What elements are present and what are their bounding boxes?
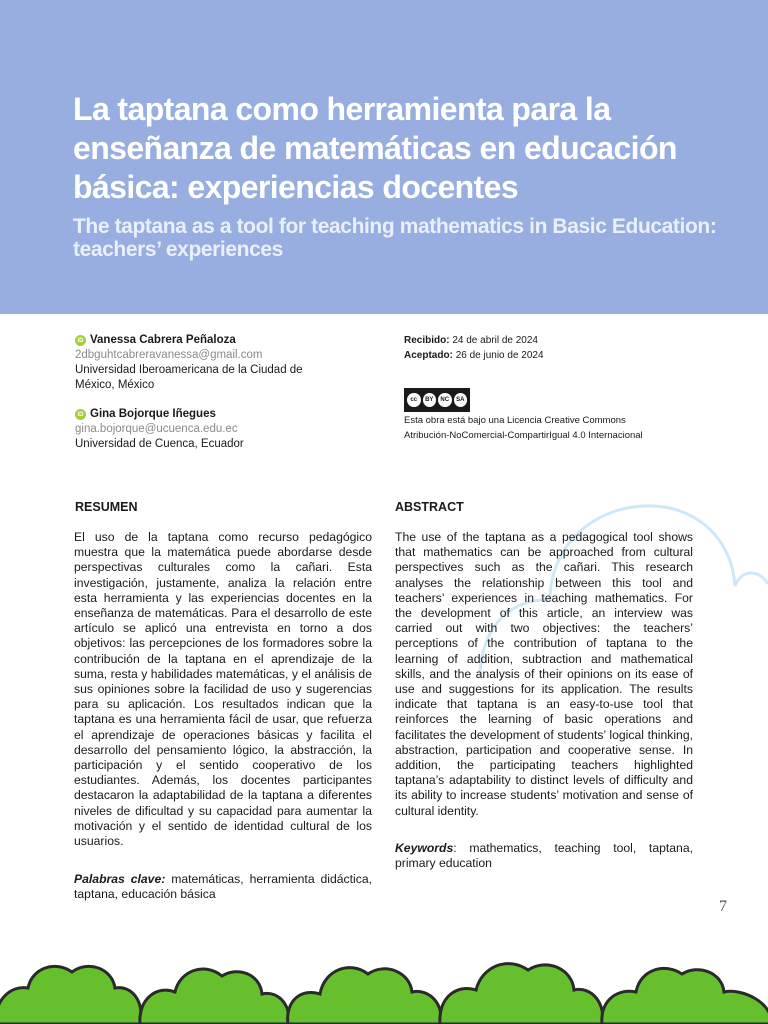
received-date: 24 de abril de 2024 <box>452 335 538 346</box>
keywords-label: Keywords <box>395 841 454 855</box>
by-icon: BY <box>423 393 437 407</box>
cc-icon: cc <box>407 393 421 407</box>
abstract-heading: ABSTRACT <box>395 500 464 514</box>
author-1 <box>75 333 325 393</box>
abstract-body: The use of the taptana as a pedagogical tool shows that mathematics can be approached from cultural perspectives such as the cañari. This research analyses the relationship between this tool and teachers’ experiences in teaching mathematics. For the development of this article, an interview was carried out with two objectives: the teachers’ perceptions of the contribution of taptana to the learning of addition, subtraction and mathematical skills, and the analysis of their opinions on its ease of use and suggestions for its application. The results indicate that taptana is an easy-to-use tool that reinforces the learning of basic operations and facilitates the development of students’ logical thinking, abstraction, participation and cooperative sense. In addition, the participating teachers highlighted taptana’s adaptability to distinct levels of difficulty and its ability to increase students’ motivation and sense of cultural identity. <box>395 530 693 818</box>
license-line-2: Atribución-NoComercial-CompartirIgual 4.0 Internacional <box>404 430 643 441</box>
author-name: Gina Bojorque Iñegues <box>90 408 216 420</box>
resumen-keywords <box>74 872 372 902</box>
license-line-1: Esta obra está bajo una Licencia Creative Commons <box>404 415 626 426</box>
orcid-icon[interactable]: iD <box>75 409 86 420</box>
received-label: Recibido: <box>404 335 450 346</box>
sa-icon: SA <box>454 393 468 407</box>
title-spanish: La taptana como herramienta para la enseñanza de matemáticas en educación básica: experiencias docentes <box>73 91 677 205</box>
page-number: 7 <box>719 898 727 915</box>
orcid-icon[interactable]: iD <box>75 335 86 346</box>
keywords-list: : mathematics, teaching tool, taptana, primary education <box>395 841 693 871</box>
decorative-trees <box>0 930 768 1024</box>
author-affiliation: Universidad Iberoamericana de la Ciudad de México, México <box>75 364 303 391</box>
keywords-label: Palabras clave: <box>74 872 166 886</box>
abstract-keywords <box>395 841 693 871</box>
creative-commons-badge[interactable] <box>404 388 470 412</box>
author-2 <box>75 407 325 452</box>
title-english: The taptana as a tool for teaching mathematics in Basic Education: teachers’ experiences <box>73 215 717 261</box>
publication-dates <box>404 333 544 363</box>
resumen-body: El uso de la taptana como recurso pedagógico muestra que la matemática puede abordarse desde perspectivas culturales como la cañari. Esta investigación, justamente, analiza la relación entre esta herramienta y las experiencias docentes en la enseñanza de matemáticas. Para el desarrollo de este artículo se aplicó una entrevista en torno a dos objetivos: las percepciones de los formadores sobre la contribución de la taptana en el aprendizaje de la suma, resta y habilidades matemáticas, y el análisis de sus opiniones sobre la facilidad de uso y sugerencias para su aplicación. Los resultados indican que la taptana es una herramienta fácil de usar, que refuerza el aprendizaje de operaciones básicas y facilita el desarrollo del pensamiento lógico, la abstracción, la participación y el sentido cooperativo de los estudiantes. Además, los docentes participantes destacaron la adaptabilidad de la taptana a diferentes niveles de dificultad y su capacidad para aumentar la motivación y el sentido de identidad cultural de los usuarios. <box>74 530 372 849</box>
title-banner <box>0 0 768 314</box>
author-email[interactable]: 2dbguhtcabreravanessa@gmail.com <box>75 349 263 361</box>
nc-icon: NC <box>438 393 452 407</box>
accepted-label: Aceptado: <box>404 350 453 361</box>
resumen-heading: RESUMEN <box>75 500 138 514</box>
author-email[interactable]: gina.bojorque@ucuenca.edu.ec <box>75 423 238 435</box>
keywords-list: matemáticas, herramienta didáctica, taptana, educación básica <box>74 872 372 902</box>
author-affiliation: Universidad de Cuenca, Ecuador <box>75 438 244 450</box>
author-name: Vanessa Cabrera Peñaloza <box>90 334 236 346</box>
license-text <box>404 413 724 443</box>
accepted-date: 26 de junio de 2024 <box>455 350 544 361</box>
